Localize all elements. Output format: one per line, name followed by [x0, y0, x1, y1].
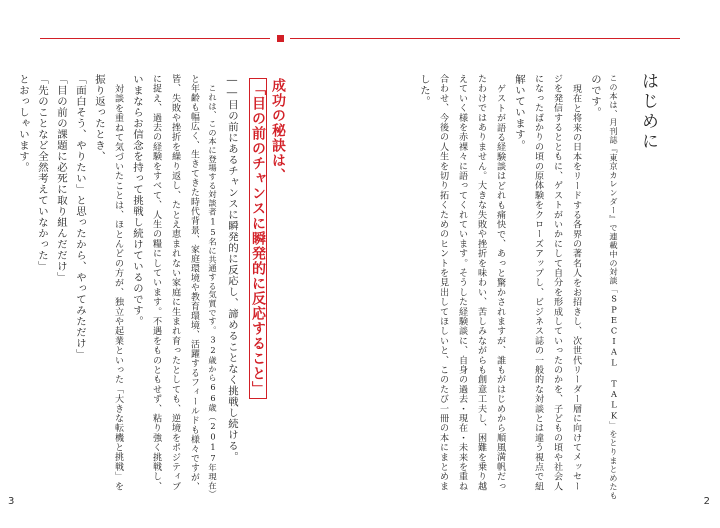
text-line: 皆、失敗や挫折を繰り返し、たとえ恵まれない家庭に生まれ育ったとしても、逆境をポジティブ: [170, 74, 180, 492]
text-line: 振り返ったとき、: [93, 74, 105, 162]
text-line: この本は、月刊誌『東京カレンダー』で連載中の対談「SPECIAL TALK」をとりまとめたも: [609, 74, 619, 501]
text-line: とおっしゃいます。: [17, 74, 29, 173]
text-line: 「目の前の課題に必死に取り組んだだけ」: [55, 74, 67, 283]
text-line: した。: [418, 74, 430, 107]
section-heading-highlight: 「目の前のチャンスに瞬発的に反応すること」: [249, 78, 267, 399]
text-line: たわけではありません。大きな失敗や挫折を味わい、苦しみながらも創意工夫し、困難を乗り越: [476, 74, 486, 492]
text-line: ――目の前にあるチャンスに瞬発的に反応し、諦めることなく挑戦し続ける。: [226, 74, 238, 463]
text-line: えていく様を赤裸々に語ってくれています。そうした経験談に、自身の過去・現在・未来を重ね: [457, 74, 467, 492]
text-line: ゲストが語る経験談はどれも痛快で、あっと驚かされますが、誰もがはじめから順風満帆だっ: [495, 84, 505, 491]
text-line: 「先のことなど全然考えていなかった」: [36, 74, 48, 272]
text-line: 合わせ、今後の人生を切り拓くためのヒントを見出してほしいと、このたび一冊の本にまとめま: [438, 74, 448, 492]
page-number-left: 3: [8, 496, 15, 507]
header-rule-left: [40, 38, 270, 39]
page-title: はじめに: [638, 72, 658, 152]
text-line: と年齢も幅広く、生きてきた時代背景、家庭環境や教育環境、活躍するフィールドも様々ですが、: [189, 74, 199, 492]
header-marker: [277, 35, 284, 42]
text-line: 現在と将来の日本をリードする各界の著名人をお招きし、次世代リーダー層に向けてメッセー: [571, 84, 581, 491]
text-line: ジを発信するとともに、ゲストがいかにして自分を形成していったのかを、子どもの頃や社会人: [552, 74, 562, 492]
text-line: に捉え、過去の経験をすべて、人生の糧にしています。不遇をものともせず、粘り強く挑戦し、: [151, 74, 161, 492]
text-line: 対談を重ねて気づいたことは、ほとんどの方が、独立や起業といった「大きな転機と挑戦」を: [113, 84, 123, 491]
text-line: のです。: [589, 74, 601, 118]
text-line: になったばかりの頃の原体験をクローズアップし、ビジネス誌の一般的な対談とは違う視点で紐: [533, 74, 543, 492]
text-line: 解いています。: [513, 74, 525, 151]
section-heading-line2: [248, 78, 268, 399]
text-line: いまならお信念を持って挑戦し続けているのです。: [131, 74, 143, 327]
header-rule-right: [290, 38, 680, 39]
section-heading-line1: 成功の秘訣は、: [270, 78, 286, 183]
text-line: これは、この本に登場する対談者15名に共通する気質です。32歳から66歳（2017年現在）: [208, 84, 218, 499]
page-number-right: 2: [703, 496, 710, 507]
text-line: 「面白そう、やりたい」と思ったから、やってみただけ」: [74, 74, 86, 360]
